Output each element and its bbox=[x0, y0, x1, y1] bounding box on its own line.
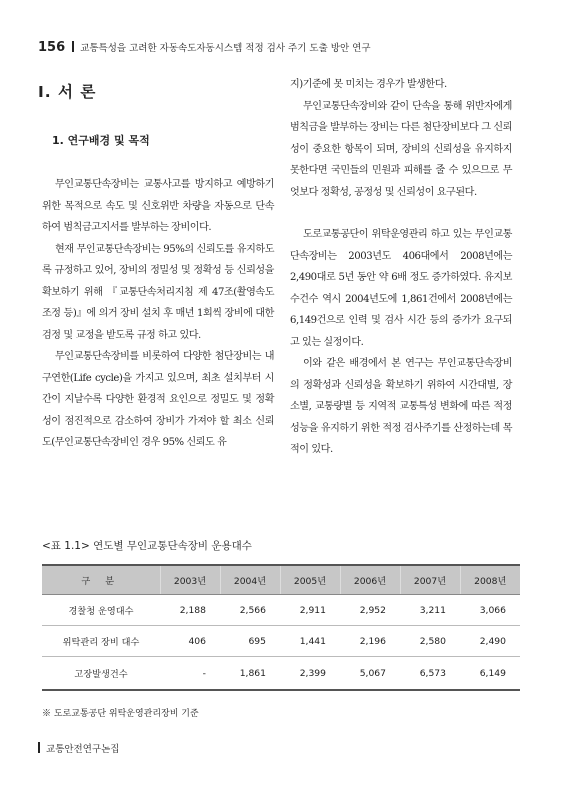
section-title: Ⅰ. 서 론 bbox=[38, 83, 97, 101]
table-cell: 2,196 bbox=[340, 626, 400, 657]
table-cell: 695 bbox=[220, 626, 280, 657]
table-row bbox=[42, 657, 520, 691]
table-cell: 2,911 bbox=[280, 595, 340, 626]
table-header-cell: 구 분 bbox=[42, 565, 160, 595]
table-cell: - bbox=[160, 657, 220, 691]
running-header bbox=[38, 40, 538, 55]
table-cell: 6,573 bbox=[400, 657, 460, 691]
paragraph: 도로교통공단이 위탁운영관리 하고 있는 무인교통단속장비는 2003년도 406대에서 2008년에는 2,490대로 5년 동안 약 6배 정도 증가하였다. 유지보수건수 역시 2004년도에 1,861건에서 2008년에는 6,149건으로 인력 및 검사 시간 등의 증가가 요구되고 있는 실정이다. bbox=[290, 229, 512, 348]
table-row-label: 경찰청 운영대수 bbox=[42, 595, 160, 626]
paragraph: 현재 무인교통단속장비는 95%의 신뢰도를 유지하도록 규정하고 있어, 장비의 정밀성 및 정확성 등 신뢰성을 확보하기 위해 『교통단속처리지침 제 47조(촬영속도 조정 등)』에 의거 장비 설치 후 매년 1회씩 장비에 대한 검정 및 교정을 받도록 규정 하고 있다. bbox=[42, 243, 274, 341]
table-note: ※ 도로교통공단 위탁운영관리장비 기준 bbox=[42, 709, 199, 719]
table-header-row bbox=[42, 565, 520, 595]
subsection-title: 1. 연구배경 및 목적 bbox=[52, 134, 150, 147]
table-header-cell: 2005년 bbox=[280, 565, 340, 595]
table-cell: 2,952 bbox=[340, 595, 400, 626]
table-cell: 2,490 bbox=[460, 626, 520, 657]
header-bar bbox=[72, 41, 74, 52]
journal-name: 교통안전연구논집 bbox=[46, 744, 120, 755]
paragraph: 무인교통단속장비는 교통사고를 방지하고 예방하기 위한 목적으로 속도 및 신호위반 차량을 자동으로 단속하여 범칙금고지서를 발부하는 장비이다. bbox=[42, 179, 274, 233]
table-cell: 2,399 bbox=[280, 657, 340, 691]
paragraph: 지)기준에 못 미치는 경우가 발생한다. bbox=[290, 79, 447, 90]
table-header-cell: 2003년 bbox=[160, 565, 220, 595]
right-column bbox=[290, 74, 512, 461]
table-cell: 2,188 bbox=[160, 595, 220, 626]
table-cell: 3,211 bbox=[400, 595, 460, 626]
data-table bbox=[42, 564, 520, 691]
left-column bbox=[42, 174, 274, 454]
table-row-label: 위탁관리 장비 대수 bbox=[42, 626, 160, 657]
table-header-cell: 2008년 bbox=[460, 565, 520, 595]
table-header-cell: 2007년 bbox=[400, 565, 460, 595]
running-title: 교통특성을 고려한 자동속도자동시스템 적정 검사 주기 도출 방안 연구 bbox=[80, 43, 371, 54]
page-number: 156 bbox=[38, 40, 66, 55]
table-cell: 5,067 bbox=[340, 657, 400, 691]
paragraph: 무인교통단속장비를 비롯하여 다양한 첨단장비는 내구연한(Life cycle)을 가지고 있으며, 최초 설치부터 시간이 지날수록 다양한 환경적 요인으로 정밀도 및 정확성이 점진적으로 감소하여 장비가 가져야 할 최소 신뢰도(무인교통단속장비인 경우 95% 신뢰도 유 bbox=[42, 351, 274, 448]
running-footer bbox=[38, 741, 119, 755]
table-cell: 3,066 bbox=[460, 595, 520, 626]
table-row-label: 고장발생건수 bbox=[42, 657, 160, 691]
table-header-cell: 2006년 bbox=[340, 565, 400, 595]
table-cell: 1,441 bbox=[280, 626, 340, 657]
table-cell: 2,566 bbox=[220, 595, 280, 626]
table-cell: 1,861 bbox=[220, 657, 280, 691]
table-cell: 2,580 bbox=[400, 626, 460, 657]
paragraph: 이와 같은 배경에서 본 연구는 무인교통단속장비의 정확성과 신뢰성을 확보하기 위하여 시간대별, 장소별, 교통량별 등 지역적 교통특성 변화에 따른 적정 성능을 유지하기 위한 적정 검사주기를 산정하는데 목적이 있다. bbox=[290, 358, 512, 455]
footer-bar bbox=[38, 742, 40, 753]
table-row bbox=[42, 595, 520, 626]
table-row bbox=[42, 626, 520, 657]
paragraph: 무인교통단속장비와 같이 단속을 통해 위반자에게 범칙금을 발부하는 장비는 다른 첨단장비보다 그 신뢰성이 중요한 항목이 되며, 장비의 신뢰성을 유지하지 못한다면 국민들의 민원과 피해를 줄 수 있으므로 무엇보다 정확성, 공정성 및 신뢰성이 요구된다. bbox=[290, 100, 512, 198]
table-header-cell: 2004년 bbox=[220, 565, 280, 595]
table-cell: 406 bbox=[160, 626, 220, 657]
paragraph-gap bbox=[290, 203, 512, 224]
table-caption: <표 1.1> 연도별 무인교통단속장비 운용대수 bbox=[42, 540, 252, 552]
table-cell: 6,149 bbox=[460, 657, 520, 691]
